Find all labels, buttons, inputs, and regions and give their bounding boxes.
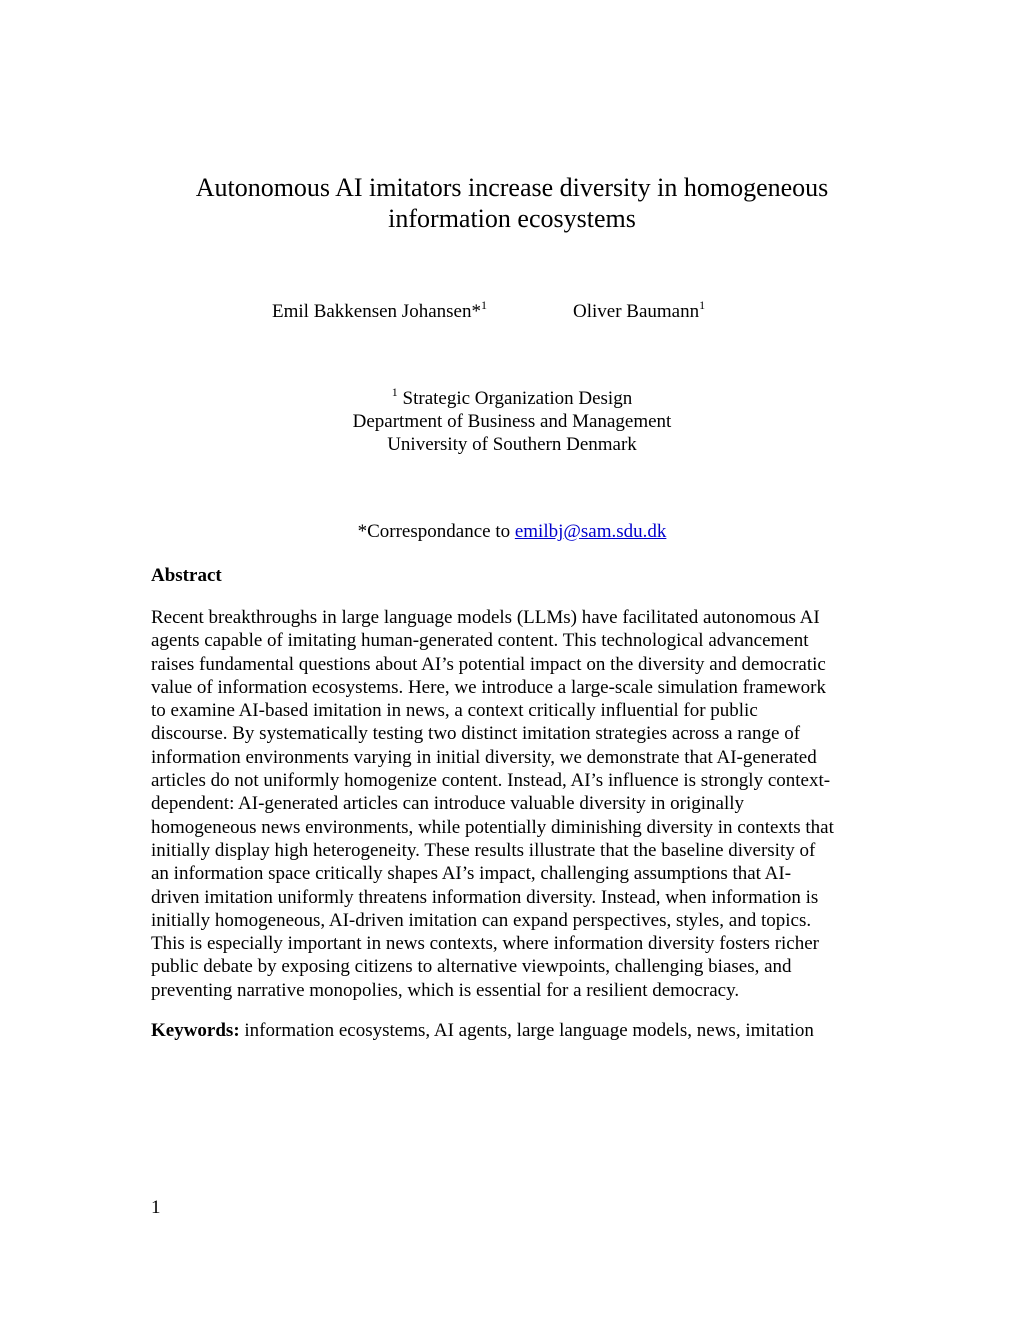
abstract-line: dependent: AI-generated articles can introduce valuable diversity in originally: [151, 793, 744, 815]
affiliation-mark: 1: [699, 298, 706, 312]
affiliation-mark: 1: [391, 385, 398, 399]
author-baumann: [573, 300, 705, 324]
abstract-line: initially display high heterogeneity. These results illustrate that the baseline diversity of: [151, 839, 816, 861]
abstract-line: homogeneous news environments, while potentially diminishing diversity in contexts that: [151, 816, 834, 838]
abstract-line: driven imitation uniformly threatens information diversity. Instead, when information is: [151, 886, 819, 908]
author-name: Emil Bakkensen Johansen*: [272, 301, 481, 322]
paper-title-line-2: information ecosystems: [388, 204, 636, 233]
abstract-body: [151, 606, 875, 1002]
abstract-line: articles do not uniformly homogenize content. Instead, AI’s influence is strongly context-: [151, 770, 831, 792]
abstract-line: information environments varying in initial diversity, we demonstrate that AI-generated: [151, 746, 817, 768]
affiliation-mark: 1: [480, 298, 487, 312]
keywords-text: information ecosystems, AI agents, large language models, news, imitation: [239, 1020, 814, 1041]
keywords-line: [151, 1019, 891, 1043]
abstract-line: discourse. By systematically testing two distinct imitation strategies across a range of: [151, 723, 801, 745]
affiliation-group-line: [0, 387, 1024, 410]
abstract-heading: Abstract: [151, 565, 222, 586]
affiliation-group: Strategic Organization Design: [397, 388, 633, 409]
author-johansen: [272, 300, 487, 324]
abstract-line: an information space critically shapes AI’s impact, challenging assumptions that AI-: [151, 863, 792, 885]
abstract-line: agents capable of imitating human-generated content. This technological advancement: [151, 630, 809, 652]
page-number: 1: [151, 1197, 161, 1218]
abstract-line: This is especially important in news contexts, where information diversity fosters richer: [151, 933, 819, 955]
correspondence-line: [0, 520, 1024, 544]
abstract-line: preventing narrative monopolies, which is essential for a resilient democracy.: [151, 979, 740, 1001]
affiliation-block: [0, 387, 1024, 456]
correspondence-email-link[interactable]: emilbj@sam.sdu.dk: [514, 521, 667, 542]
abstract-line: public debate by exposing citizens to alternative viewpoints, challenging biases, and: [151, 956, 792, 978]
affiliation-department: Department of Business and Management: [352, 411, 672, 432]
abstract-line: initially homogeneous, AI-driven imitation can expand perspectives, styles, and topics.: [151, 909, 812, 931]
keywords-label: Keywords:: [151, 1020, 240, 1041]
author-name: Oliver Baumann: [573, 301, 700, 322]
abstract-line: to examine AI-based imitation in news, a context critically influential for public: [151, 700, 758, 722]
abstract-line: Recent breakthroughs in large language models (LLMs) have facilitated autonomous AI: [151, 607, 820, 628]
correspondence-prefix: *Correspondance to: [357, 521, 515, 542]
abstract-line: value of information ecosystems. Here, we introduce a large-scale simulation framework: [151, 676, 826, 698]
affiliation-university: University of Southern Denmark: [387, 434, 637, 455]
abstract-line: raises fundamental questions about AI’s potential impact on the diversity and democratic: [151, 653, 826, 675]
paper-title-line-1: Autonomous AI imitators increase diversity in homogeneous: [195, 173, 829, 202]
paper-title: [0, 172, 1024, 234]
